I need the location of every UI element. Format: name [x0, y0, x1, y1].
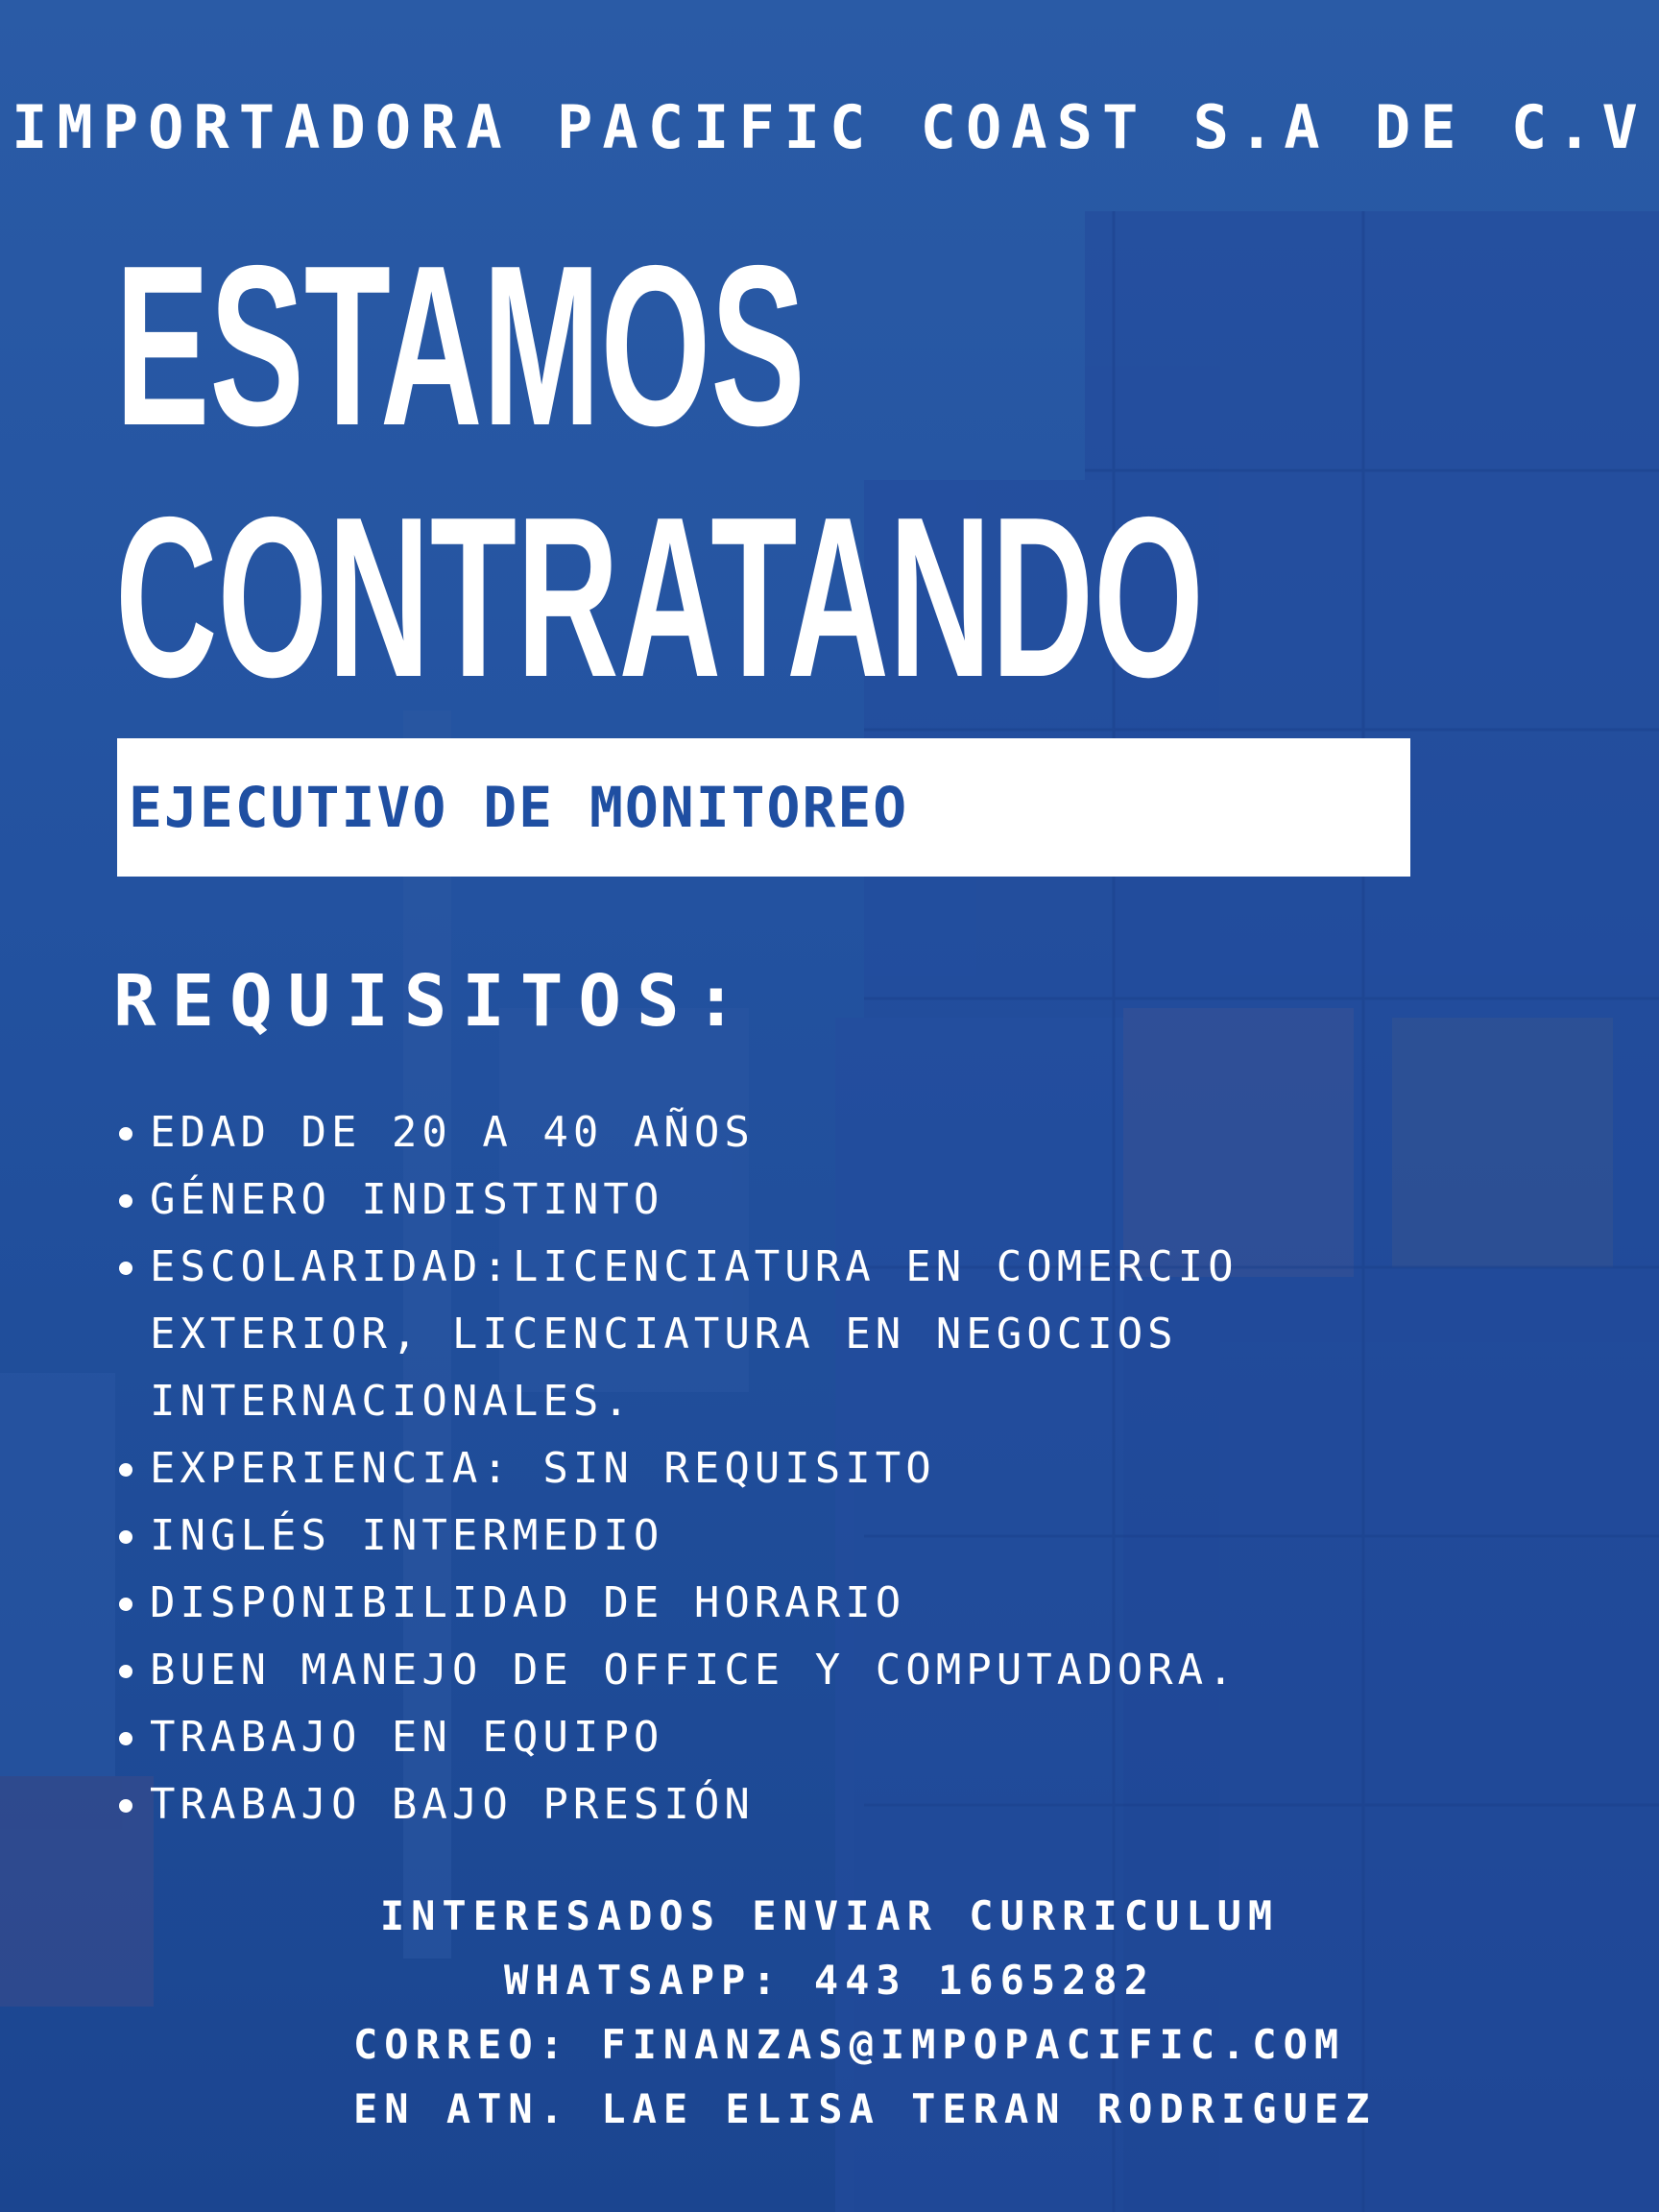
bullet-icon	[119, 1127, 132, 1141]
contact-email[interactable]: CORREO: FINANZAS@IMPOPACIFIC.COM	[353, 2021, 1346, 2068]
requirement-text: TRABAJO EN EQUIPO	[150, 1713, 664, 1762]
headline-line-2: CONTRATANDO	[115, 470, 1204, 725]
job-title: EJECUTIVO DE MONITOREO	[129, 775, 909, 840]
requirement-item	[113, 1570, 1361, 1637]
bullet-icon	[119, 1262, 132, 1275]
requirement-item	[113, 1166, 1361, 1234]
requirement-text: ESCOLARIDAD:LICENCIATURA EN COMERCIO EXTERIOR, LICENCIATURA EN NEGOCIOS INTERNACIONALES.	[150, 1242, 1238, 1426]
headline-line-1: ESTAMOS	[115, 219, 805, 473]
requirement-item	[113, 1099, 1361, 1166]
bullet-icon	[119, 1530, 132, 1544]
requirement-item	[113, 1435, 1361, 1503]
requirement-item	[113, 1637, 1361, 1704]
headline	[115, 221, 1204, 724]
requirement-item	[113, 1503, 1361, 1570]
requirement-item	[113, 1704, 1361, 1771]
requirement-text: GÉNERO INDISTINTO	[150, 1175, 664, 1224]
company-name: IMPORTADORA PACIFIC COAST S.A DE C.V	[12, 92, 1647, 162]
requirement-text: EXPERIENCIA: SIN REQUISITO	[150, 1444, 936, 1493]
requirement-text: TRABAJO BAJO PRESIÓN	[150, 1780, 755, 1829]
requirement-item	[113, 1234, 1361, 1435]
bullet-icon	[119, 1732, 132, 1745]
requirement-item	[113, 1771, 1361, 1839]
requirement-text: INGLÉS INTERMEDIO	[150, 1511, 664, 1560]
job-title-box	[117, 738, 1410, 877]
contact-section	[0, 1884, 1659, 2141]
bullet-icon	[119, 1194, 132, 1208]
requirement-text: DISPONIBILIDAD DE HORARIO	[150, 1578, 906, 1627]
requirement-text: BUEN MANEJO DE OFFICE Y COMPUTADORA.	[150, 1646, 1238, 1695]
bullet-icon	[119, 1598, 132, 1611]
bullet-icon	[119, 1799, 132, 1813]
requirements-heading: REQUISITOS:	[113, 960, 754, 1043]
contact-instructions: INTERESADOS ENVIAR CURRICULUM	[379, 1892, 1280, 1939]
contact-whatsapp[interactable]: WHATSAPP: 443 1665282	[503, 1957, 1155, 2004]
requirements-list	[113, 1099, 1361, 1839]
requirement-text: EDAD DE 20 A 40 AÑOS	[150, 1108, 755, 1157]
contact-attention: EN ATN. LAE ELISA TERAN RODRIGUEZ	[353, 2085, 1377, 2132]
bullet-icon	[119, 1665, 132, 1678]
bullet-icon	[119, 1463, 132, 1477]
